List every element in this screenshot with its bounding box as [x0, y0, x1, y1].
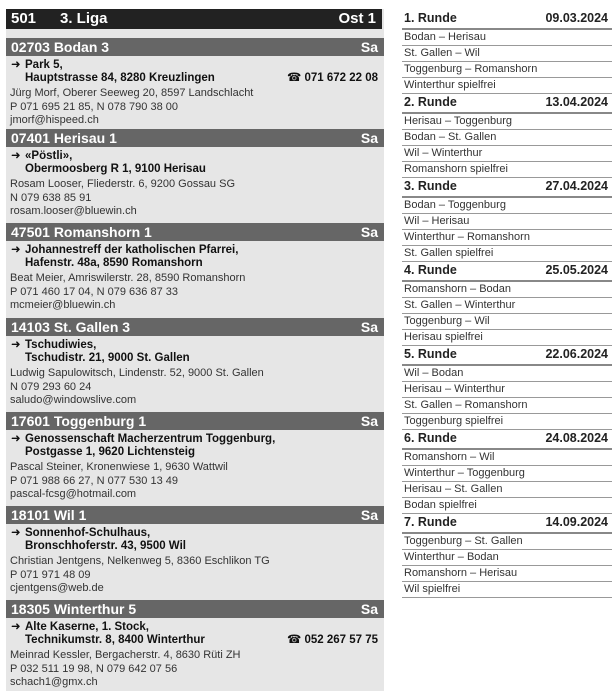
- team-header: [6, 412, 384, 430]
- contact-address: Ludwig Sapulowitsch, Lindenstr. 52, 9000 St. Gallen: [10, 367, 264, 379]
- team-name: 14103 St. Gallen 3: [11, 319, 131, 335]
- team-header: [6, 129, 384, 147]
- round-label: 6. Runde: [404, 431, 457, 445]
- match-row: Herisau – Winterthur: [402, 382, 612, 398]
- team-block: [6, 38, 384, 128]
- venue-line1: Genossenschaft Macherzentrum Toggenburg,: [25, 433, 276, 445]
- match-row: Winterthur – Bodan: [402, 550, 612, 566]
- team-name: 07401 Herisau 1: [11, 130, 117, 146]
- team-day: Sa: [360, 413, 378, 429]
- arrow-right-icon: ➜: [11, 244, 21, 256]
- team-venue: [6, 336, 384, 367]
- team-header: [6, 318, 384, 336]
- venue-phone: ☎ 071 672 22 08: [286, 72, 378, 84]
- match-row: Romanshorn – Wil: [402, 450, 612, 466]
- match-row: Toggenburg – Romanshorn: [402, 62, 612, 78]
- round-date: 27.04.2024: [545, 179, 608, 193]
- round-header: [402, 177, 612, 198]
- contact-address: Rosam Looser, Fliederstr. 6, 9200 Gossau SG: [10, 178, 236, 190]
- match-row: Winterthur spielfrei: [402, 78, 612, 94]
- match-row: Toggenburg spielfrei: [402, 414, 612, 430]
- match-row: Bodan – Herisau: [402, 30, 612, 46]
- venue-line1: Alte Kaserne, 1. Stock,: [25, 621, 149, 633]
- contact-email[interactable]: cjentgens@web.de: [10, 582, 104, 594]
- match-row: Bodan – St. Gallen: [402, 130, 612, 146]
- match-row: Wil – Winterthur: [402, 146, 612, 162]
- round-date: 22.06.2024: [545, 347, 608, 361]
- contact-address: Pascal Steiner, Kronenwiese 1, 9630 Wattwil: [10, 461, 228, 473]
- round-block: [402, 261, 612, 346]
- match-row: Herisau – St. Gallen: [402, 482, 612, 498]
- venue-line2: Hafenstr. 48a, 8590 Romanshorn: [25, 257, 203, 269]
- round-date: 25.05.2024: [545, 263, 608, 277]
- team-day: Sa: [360, 319, 378, 335]
- venue-line1: Johannestreff der katholischen Pfarrei,: [25, 244, 239, 256]
- round-block: [402, 93, 612, 178]
- round-header: [402, 345, 612, 366]
- round-date: 13.04.2024: [545, 95, 608, 109]
- venue-line1: Tschudiwies,: [25, 339, 97, 351]
- arrow-right-icon: ➜: [11, 150, 21, 162]
- round-header: [402, 9, 612, 30]
- venue-line2: Hauptstrasse 84, 8280 Kreuzlingen: [25, 72, 215, 84]
- contact-phone: P 071 695 21 85, N 078 790 38 00: [10, 100, 178, 113]
- team-block: [6, 223, 384, 313]
- team-block: [6, 506, 384, 596]
- round-header: [402, 429, 612, 450]
- arrow-right-icon: ➜: [11, 621, 21, 633]
- match-row: Romanshorn – Herisau: [402, 566, 612, 582]
- round-label: 2. Runde: [404, 95, 457, 109]
- team-block: [6, 412, 384, 502]
- contact-email[interactable]: jmorf@hispeed.ch: [10, 114, 99, 126]
- team-venue: [6, 430, 384, 461]
- venue-line2: Postgasse 1, 9620 Lichtensteig: [25, 446, 196, 458]
- match-row: Bodan spielfrei: [402, 498, 612, 514]
- round-label: 4. Runde: [404, 263, 457, 277]
- team-venue: [6, 56, 384, 87]
- team-name: 17601 Toggenburg 1: [11, 413, 147, 429]
- league-name: 3. Liga: [60, 10, 108, 27]
- match-row: St. Gallen spielfrei: [402, 246, 612, 262]
- round-label: 1. Runde: [404, 11, 457, 25]
- match-row: Wil – Herisau: [402, 214, 612, 230]
- match-row: Romanshorn – Bodan: [402, 282, 612, 298]
- team-block: [6, 318, 384, 408]
- round-date: 14.09.2024: [545, 515, 608, 529]
- round-block: [402, 345, 612, 430]
- venue-line2: Bronschhoferstr. 43, 9500 Wil: [25, 540, 186, 552]
- match-row: Toggenburg – Wil: [402, 314, 612, 330]
- contact-email[interactable]: schach1@gmx.ch: [10, 676, 98, 688]
- contact-email[interactable]: saludo@windowslive.com: [10, 394, 137, 406]
- match-row: Wil – Bodan: [402, 366, 612, 382]
- league-header: [6, 9, 382, 29]
- contact-phone: P 071 460 17 04, N 079 636 87 33: [10, 285, 178, 298]
- team-venue: [6, 147, 384, 178]
- round-header: [402, 93, 612, 114]
- team-header: [6, 600, 384, 618]
- league-number: 501: [11, 10, 37, 27]
- team-venue: [6, 241, 384, 272]
- round-header: [402, 513, 612, 534]
- team-block: [6, 129, 384, 219]
- team-day: Sa: [360, 224, 378, 240]
- team-name: 47501 Romanshorn 1: [11, 224, 152, 240]
- contact-email[interactable]: pascal-fcsg@hotmail.com: [10, 488, 137, 500]
- arrow-right-icon: ➜: [11, 527, 21, 539]
- contact-phone: P 071 988 66 27, N 077 530 13 49: [10, 474, 178, 487]
- round-block: [402, 177, 612, 262]
- round-label: 3. Runde: [404, 179, 457, 193]
- venue-line1: Sonnenhof-Schulhaus,: [25, 527, 151, 539]
- match-row: Bodan – Toggenburg: [402, 198, 612, 214]
- contact-email[interactable]: mcmeier@bluewin.ch: [10, 299, 116, 311]
- contact-address: Beat Meier, Amriswilerstr. 28, 8590 Romanshorn: [10, 272, 246, 284]
- venue-line1: «Pöstli»,: [25, 150, 73, 162]
- contact-phone: N 079 638 85 91: [10, 191, 92, 204]
- round-label: 5. Runde: [404, 347, 457, 361]
- league-group: Ost 1: [338, 10, 376, 27]
- team-venue: [6, 524, 384, 555]
- match-row: St. Gallen – Winterthur: [402, 298, 612, 314]
- arrow-right-icon: ➜: [11, 59, 21, 71]
- match-row: Herisau – Toggenburg: [402, 114, 612, 130]
- round-header: [402, 261, 612, 282]
- teams-panel: [6, 9, 384, 691]
- venue-line2: Technikumstr. 8, 8400 Winterthur: [25, 634, 205, 646]
- team-name: 18305 Winterthur 5: [11, 601, 137, 617]
- contact-address: Jürg Morf, Oberer Seeweg 20, 8597 Landschlacht: [10, 87, 254, 99]
- team-header: [6, 223, 384, 241]
- contact-address: Christian Jentgens, Nelkenweg 5, 8360 Eschlikon TG: [10, 555, 270, 567]
- round-block: [402, 429, 612, 514]
- team-header: [6, 506, 384, 524]
- team-name: 18101 Wil 1: [11, 507, 87, 523]
- team-day: Sa: [360, 39, 378, 55]
- arrow-right-icon: ➜: [11, 339, 21, 351]
- team-venue: [6, 618, 384, 649]
- match-row: Wil spielfrei: [402, 582, 612, 598]
- venue-line1: Park 5,: [25, 59, 63, 71]
- match-row: St. Gallen – Wil: [402, 46, 612, 62]
- match-row: Winterthur – Romanshorn: [402, 230, 612, 246]
- round-block: [402, 9, 612, 94]
- arrow-right-icon: ➜: [11, 433, 21, 445]
- team-name: 02703 Bodan 3: [11, 39, 110, 55]
- contact-phone: P 071 971 48 09: [10, 568, 91, 581]
- venue-line2: Tschudistr. 21, 9000 St. Gallen: [25, 352, 190, 364]
- match-row: Romanshorn spielfrei: [402, 162, 612, 178]
- team-header: [6, 38, 384, 56]
- contact-phone: N 079 293 60 24: [10, 380, 92, 393]
- venue-phone: ☎ 052 267 57 75: [286, 634, 378, 646]
- round-label: 7. Runde: [404, 515, 457, 529]
- round-date: 24.08.2024: [545, 431, 608, 445]
- round-block: [402, 513, 612, 598]
- team-day: Sa: [360, 130, 378, 146]
- match-row: Herisau spielfrei: [402, 330, 612, 346]
- venue-line2: Obermoosberg R 1, 9100 Herisau: [25, 163, 206, 175]
- team-block: [6, 600, 384, 690]
- contact-email[interactable]: rosam.looser@bluewin.ch: [10, 205, 137, 217]
- match-row: St. Gallen – Romanshorn: [402, 398, 612, 414]
- round-date: 09.03.2024: [545, 11, 608, 25]
- team-day: Sa: [360, 601, 378, 617]
- match-row: Toggenburg – St. Gallen: [402, 534, 612, 550]
- contact-address: Meinrad Kessler, Bergacherstr. 4, 8630 Rüti ZH: [10, 649, 241, 661]
- match-row: Winterthur – Toggenburg: [402, 466, 612, 482]
- team-day: Sa: [360, 507, 378, 523]
- contact-phone: P 032 511 19 98, N 079 642 07 56: [10, 662, 178, 675]
